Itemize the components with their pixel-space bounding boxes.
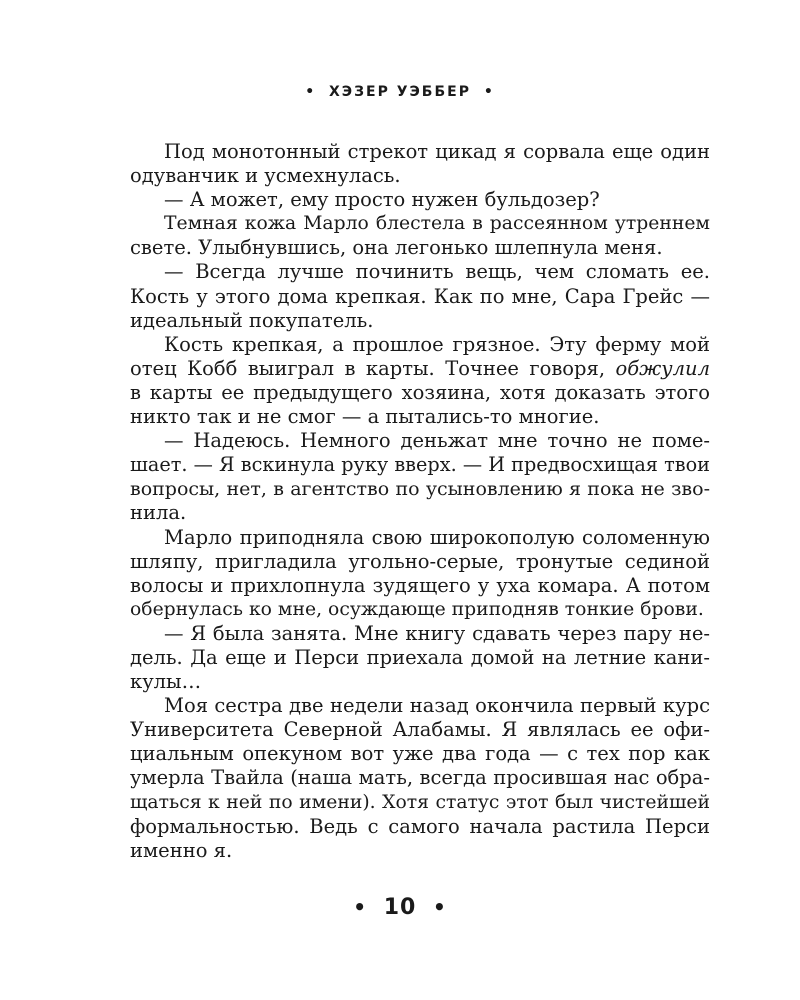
text-line: кулы… xyxy=(130,670,202,694)
text-line: волосы и прихлопнула зудящего у уха комара. А потом xyxy=(130,573,710,597)
text-line: Темная кожа Марло блестела в рассеянном утреннем xyxy=(164,213,710,235)
text-line: щаться к ней по имени). Хотя статус этот был чистейшей xyxy=(130,791,710,813)
text-line: обернулась ко мне, осуждающе приподняв тонкие брови. xyxy=(130,598,704,620)
text-line: Кость крепкая, а прошлое грязное. Эту ферму мой xyxy=(164,332,710,356)
text-line: именно я. xyxy=(130,838,233,862)
text-line: одуванчик и усмехнулась. xyxy=(130,164,401,188)
text-line: отец Кобб выиграл в карты. Точнее говоря, обжулил xyxy=(130,356,710,380)
header-bullet-right: • xyxy=(483,84,495,100)
text-line: Под монотонный стрекот цикад я сорвала еще один xyxy=(164,140,710,163)
text-line: нила. xyxy=(130,501,187,525)
text-line: Марло приподняла свою широкополую соломенную xyxy=(164,525,710,549)
header-bullet-left: • xyxy=(305,84,317,100)
text-line: шляпу, пригладила угольно-серые, тронутые сединой xyxy=(130,549,710,573)
page-number: 10 xyxy=(383,895,417,920)
text-line: никто так и не смог — а пытались-то многие. xyxy=(130,405,600,429)
page-footer xyxy=(0,893,800,922)
text-line: свете. Улыбнувшись, она легонько шлепнула меня. xyxy=(130,236,663,260)
text-line: Моя сестра две недели назад окончила первый курс xyxy=(164,694,710,718)
header-author: ХЭЗЕР УЭББЕР xyxy=(329,84,471,100)
footer-bullet-left: • xyxy=(353,895,368,919)
text-line: Кость у этого дома крепкая. Как по мне, Сара Грейс — xyxy=(130,284,710,308)
text-line: шает. — Я вскинула руку вверх. — И предвосхищая твои xyxy=(130,453,710,477)
running-header xyxy=(0,83,800,101)
text-line: — Я была занята. Мне книгу сдавать через пару не- xyxy=(164,621,710,645)
text-line: в карты ее предыдущего хозяина, хотя доказать этого xyxy=(130,380,710,404)
text-line: идеальный покупатель. xyxy=(130,308,374,332)
text-line: вопросы, нет, в агентство по усыновлению я пока не зво- xyxy=(130,478,710,501)
text-line: дель. Да еще и Перси приехала домой на летние кани- xyxy=(130,645,710,669)
text-line: формальностью. Ведь с самого начала растила Перси xyxy=(130,814,710,838)
text-line: — А может, ему просто нужен бульдозер? xyxy=(164,188,600,212)
text-line: — Всегда лучше починить вещь, чем сломать ее. xyxy=(164,260,710,284)
text-line: умерла Твайла (наша мать, всегда просившая нас обра- xyxy=(130,766,710,790)
body-text xyxy=(130,140,710,863)
text-line: Университета Северной Алабамы. Я являлась ее офи- xyxy=(130,718,710,742)
text-line: — Надеюсь. Немного деньжат мне точно не поме- xyxy=(164,429,710,453)
text-line: циальным опекуном вот уже два года — с тех пор как xyxy=(130,742,710,766)
footer-bullet-right: • xyxy=(432,895,447,919)
